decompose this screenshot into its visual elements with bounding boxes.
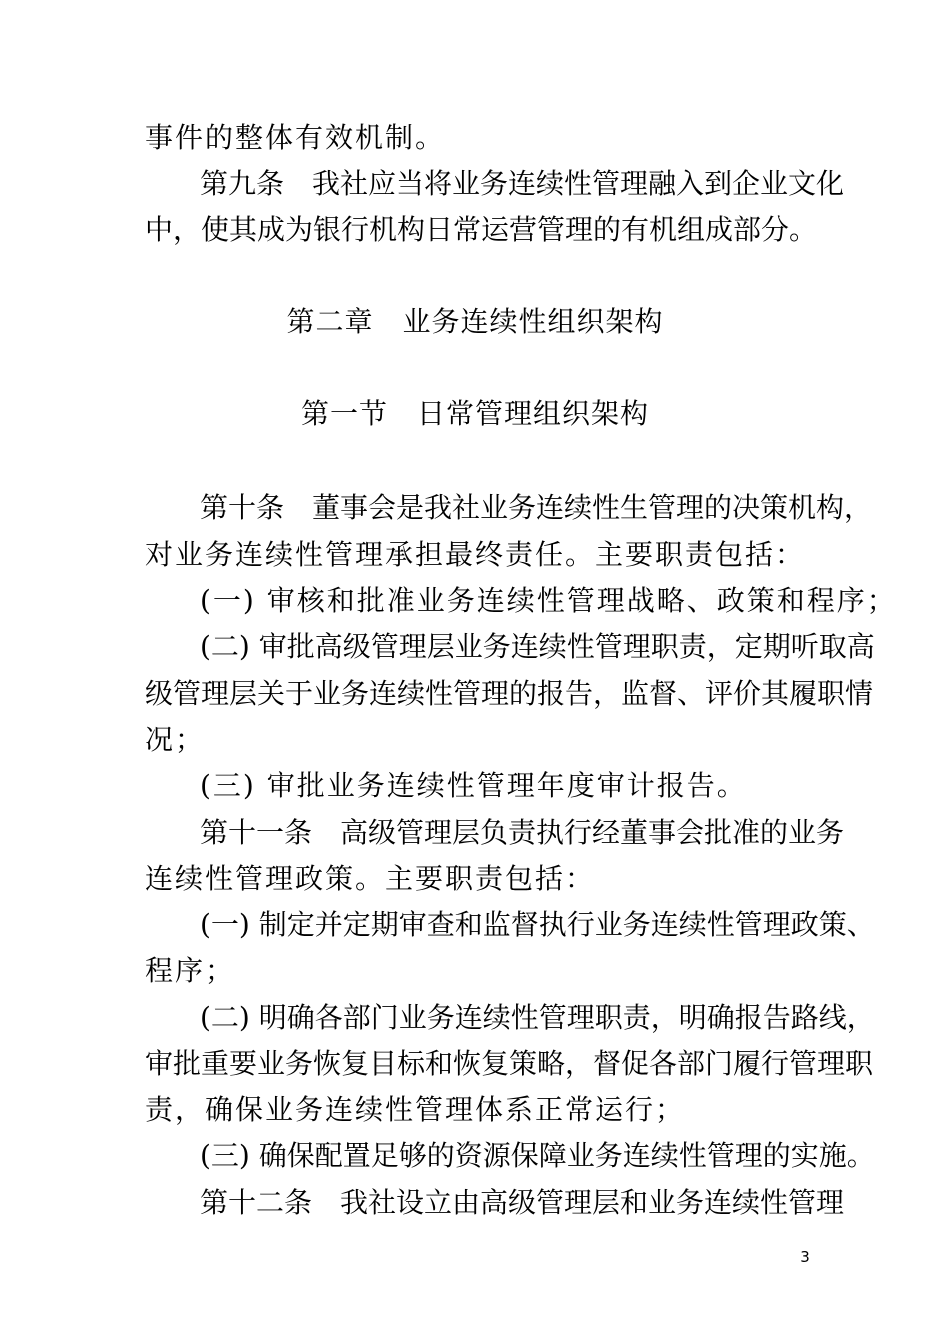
list-item: (三) 确保配置足够的资源保障业务连续性管理的实施。 [200,1139,875,1172]
list-item: (二) 明确各部门业务连续性管理职责，明确报告路线， [200,1001,875,1034]
article-9-line: 第九条 我社应当将业务连续性管理融入到企业文化 [200,167,845,200]
list-item: (三) 审批业务连续性管理年度审计报告。 [200,769,747,802]
body-line: 责，确保业务连续性管理体系正常运行； [145,1093,686,1126]
body-line: 审批重要业务恢复目标和恢复策略，督促各部门履行管理职 [145,1047,874,1080]
chapter-heading: 第二章 业务连续性组织架构 [286,305,664,338]
body-line: 连续性管理政策。主要职责包括： [145,862,596,895]
body-line: 事件的整体有效机制。 [145,121,446,154]
list-item: (二) 审批高级管理层业务连续性管理职责，定期听取高 [200,630,875,663]
body-line: 对业务连续性管理承担最终责任。主要职责包括： [145,538,806,571]
body-line: 级管理层关于业务连续性管理的报告，监督、评价其履职情 [145,677,874,710]
body-line: 中，使其成为银行机构日常运营管理的有机组成部分。 [145,213,818,246]
body-line: 况； [145,723,206,756]
section-heading: 第一节 日常管理组织架构 [300,397,649,430]
list-item: (一) 审核和批准业务连续性管理战略、政策和程序； [200,584,897,617]
list-item: (一) 制定并定期审查和监督执行业务连续性管理政策、 [200,908,875,941]
page-number: 3 [800,1248,810,1266]
article-12-line: 第十二条 我社设立由高级管理层和业务连续性管理 [200,1186,845,1219]
article-11-line: 第十一条 高级管理层负责执行经董事会批准的业务 [200,816,845,849]
article-10-line: 第十条 董事会是我社业务连续性生管理的决策机构， [200,491,873,524]
body-line: 程序； [145,954,236,987]
